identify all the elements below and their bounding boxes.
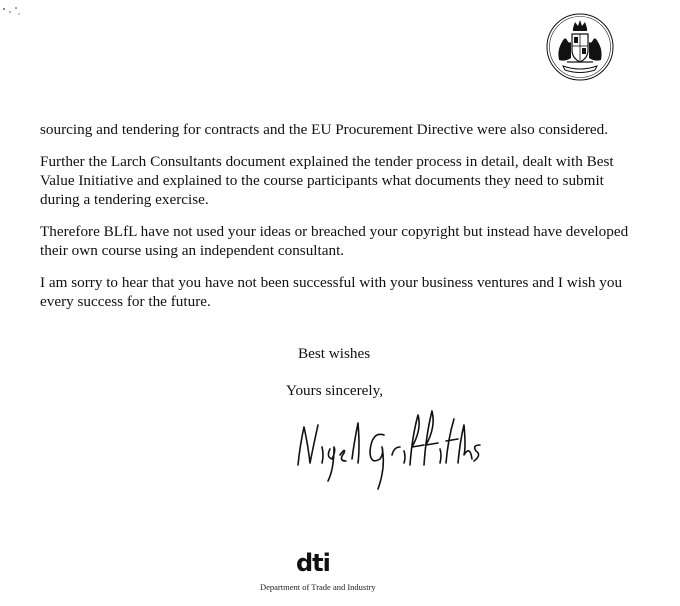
letter-paragraph: Further the Larch Consultants document explained the tender process in detail, dealt with Best Value Initiative and explained to the course participants what documents they need to submit during a tendering exercise. [40,153,614,208]
scan-specks-icon [2,6,22,18]
letter-paragraph: I am sorry to hear that you have not been successful with your business ventures and I wish you every success for the future. [40,274,623,310]
royal-coat-of-arms-icon [545,12,615,82]
letter-paragraph: Therefore BLfL have not used your ideas or breached your copyright but instead have developed their own course using an independent consultant. [40,223,629,259]
letter-paragraph: sourcing and tendering for contracts and the EU Procurement Directive were also considered. [40,121,609,138]
sign-off: Yours sincerely, [286,382,384,399]
department-name: Department of Trade and Industry [260,582,376,592]
handwritten-signature [288,385,488,505]
letter-body [40,120,630,324]
dti-logo: dti [296,549,330,577]
closing-salutation: Best wishes [298,345,371,362]
